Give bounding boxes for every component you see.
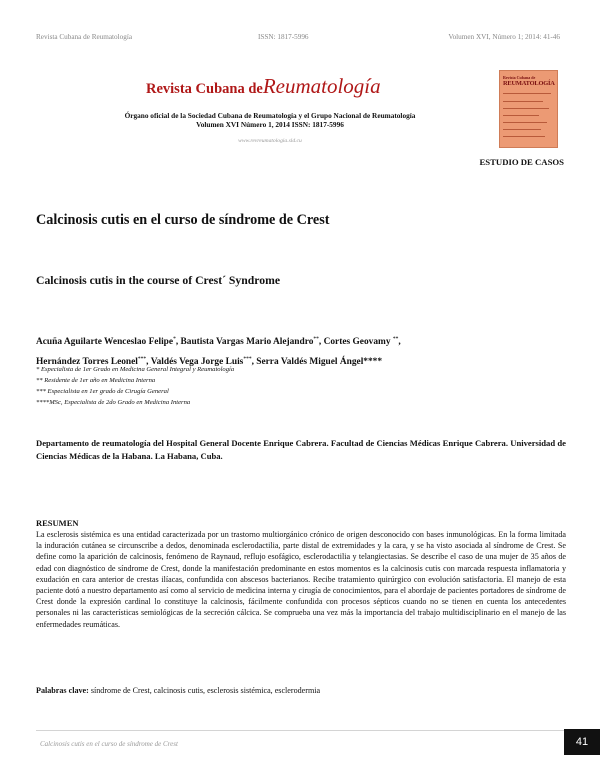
organ-line-1: Órgano oficial de la Sociedad Cubana de Reumatología y el Grupo Nacional de Reumatología [124, 111, 416, 120]
author-separator: , [251, 357, 257, 368]
affiliation: * Especialista de 1er Grado en Medicina General Integral y Reumatología [36, 366, 235, 373]
author-separator: , [398, 337, 401, 348]
page-number: 41 [564, 729, 600, 755]
running-header-journal: Revista Cubana de Reumatología [36, 33, 133, 41]
author-separator: , [175, 337, 181, 348]
author-separator: , [318, 337, 324, 348]
journal-cover-image [499, 70, 558, 148]
author-name: Valdés Vega Jorge Luis [150, 357, 244, 368]
author-mark: *** [243, 356, 252, 363]
affiliation: ** Residente de 1er año en Medicina Interna [36, 377, 156, 384]
cover-decoration [503, 129, 541, 130]
cover-small-text: Revista Cubana de [503, 75, 536, 80]
author-separator: , [146, 357, 151, 368]
journal-masthead [146, 74, 381, 99]
section-label: ESTUDIO DE CASOS [479, 157, 564, 167]
author-mark: ** [313, 336, 319, 342]
cover-decoration [503, 122, 547, 123]
affiliation-list [36, 364, 234, 408]
author-name: Cortes Geovamy [323, 337, 391, 348]
organ-line-2: Volumen XVI Número 1, 2014 ISSN: 1817-5996 [196, 120, 344, 129]
running-header-issn: ISSN: 1817-5996 [258, 33, 309, 41]
article-title-spanish: Calcinosis cutis en el curso de síndrome de Crest [36, 212, 330, 228]
footer-running-title: Calcinosis cutis en el curso de síndrome de Crest [40, 740, 178, 748]
cover-decoration [503, 108, 549, 109]
author-mark: * [173, 336, 176, 342]
author-name: Bautista Vargas Mario Alejandro [180, 337, 314, 348]
cover-big-text: REUMATOLOGÍA [503, 80, 555, 87]
masthead-prefix: Revista Cubana de [146, 81, 263, 97]
cover-decoration [503, 101, 543, 102]
keywords-text: síndrome de Crest, calcinosis cutis, esclerosis sistémica, esclerodermia [88, 686, 321, 695]
footer-divider [36, 730, 564, 731]
author-mark: ** [392, 336, 399, 342]
author-name: Hernández Torres Leonel [36, 357, 138, 368]
institution-department: Departamento de reumatología del Hospital General Docente Enrique Cabrera. Facultad de Ciencias Médicas Enrique Cabrera. Universidad de Ciencias Médicas de la Habana. La Habana, Cuba. [36, 438, 566, 461]
affiliation: ****MSc, Especialista de 2do Grado en Medicina Interna [36, 399, 191, 406]
keywords [36, 686, 566, 695]
masthead-brand: Reumatología [262, 74, 381, 98]
keywords-label: Palabras clave: [36, 686, 89, 695]
journal-website: www.revreumatologia.sld.cu [238, 138, 302, 144]
author-name: Serra Valdés Miguel Ángel**** [256, 357, 383, 368]
running-header-volume: Volumen XVI, Número 1; 2014: 41-46 [448, 33, 560, 41]
cover-decoration [503, 136, 545, 137]
author-mark: *** [137, 356, 147, 363]
journal-organ-info [70, 111, 470, 129]
article-title-english: Calcinosis cutis in the course of Crest´ Syndrome [36, 274, 281, 287]
abstract-heading: RESUMEN [36, 518, 79, 528]
author-name: Acuña Aguilarte Wenceslao Felipe [36, 337, 174, 348]
cover-decoration [503, 115, 539, 116]
cover-decoration [503, 93, 551, 94]
affiliation: *** Especialista en 1er grado de Cirugía General [36, 388, 169, 395]
abstract-body: La esclerosis sistémica es una entidad caracterizada por un trastorno multiorgánico crónico de origen desconocido con bases inmunológicas. En la forma limitada la induración cutánea se circunscribe a dedos, denominada esclerodactilia, parte distal de extremidades y la cara, y se ha visto asociada al síndrome de Crest. Se define como la aparición de calcinosis, fenómeno de Raynaud, reflujo esofágico, esclerodactilia y telangiectasias. Se describe el caso de una mujer de 35 años de edad con diagnóstico de síndrome de Crest, donde la manifestación predominante en estos momentos es la calcinosis cutis con marcada respuesta inflamatoria y exudación en cara anterior de crestas ilíacas, confundida con abscesos bacterianos. Recibe tratamiento quirúrgico con evolución satisfactoria. El manejo de esta paciente dotó a nuestro departamento así como al servicio de medicina interna y cirugía de conocimientos, para el abordaje de pacientes portadores de síndrome de Crest donde la expresión cardinal lo constituye la calcinosis, fácilmente confundida con procesos sépticos cuando no se tienen en cuenta los antecedentes personales ni las características semiológicas de la secreción cálcica. Se comprueba una vez más la importancia del trabajo multidisciplinario en el manejo de las enfermedades reumáticas. [36, 530, 566, 629]
